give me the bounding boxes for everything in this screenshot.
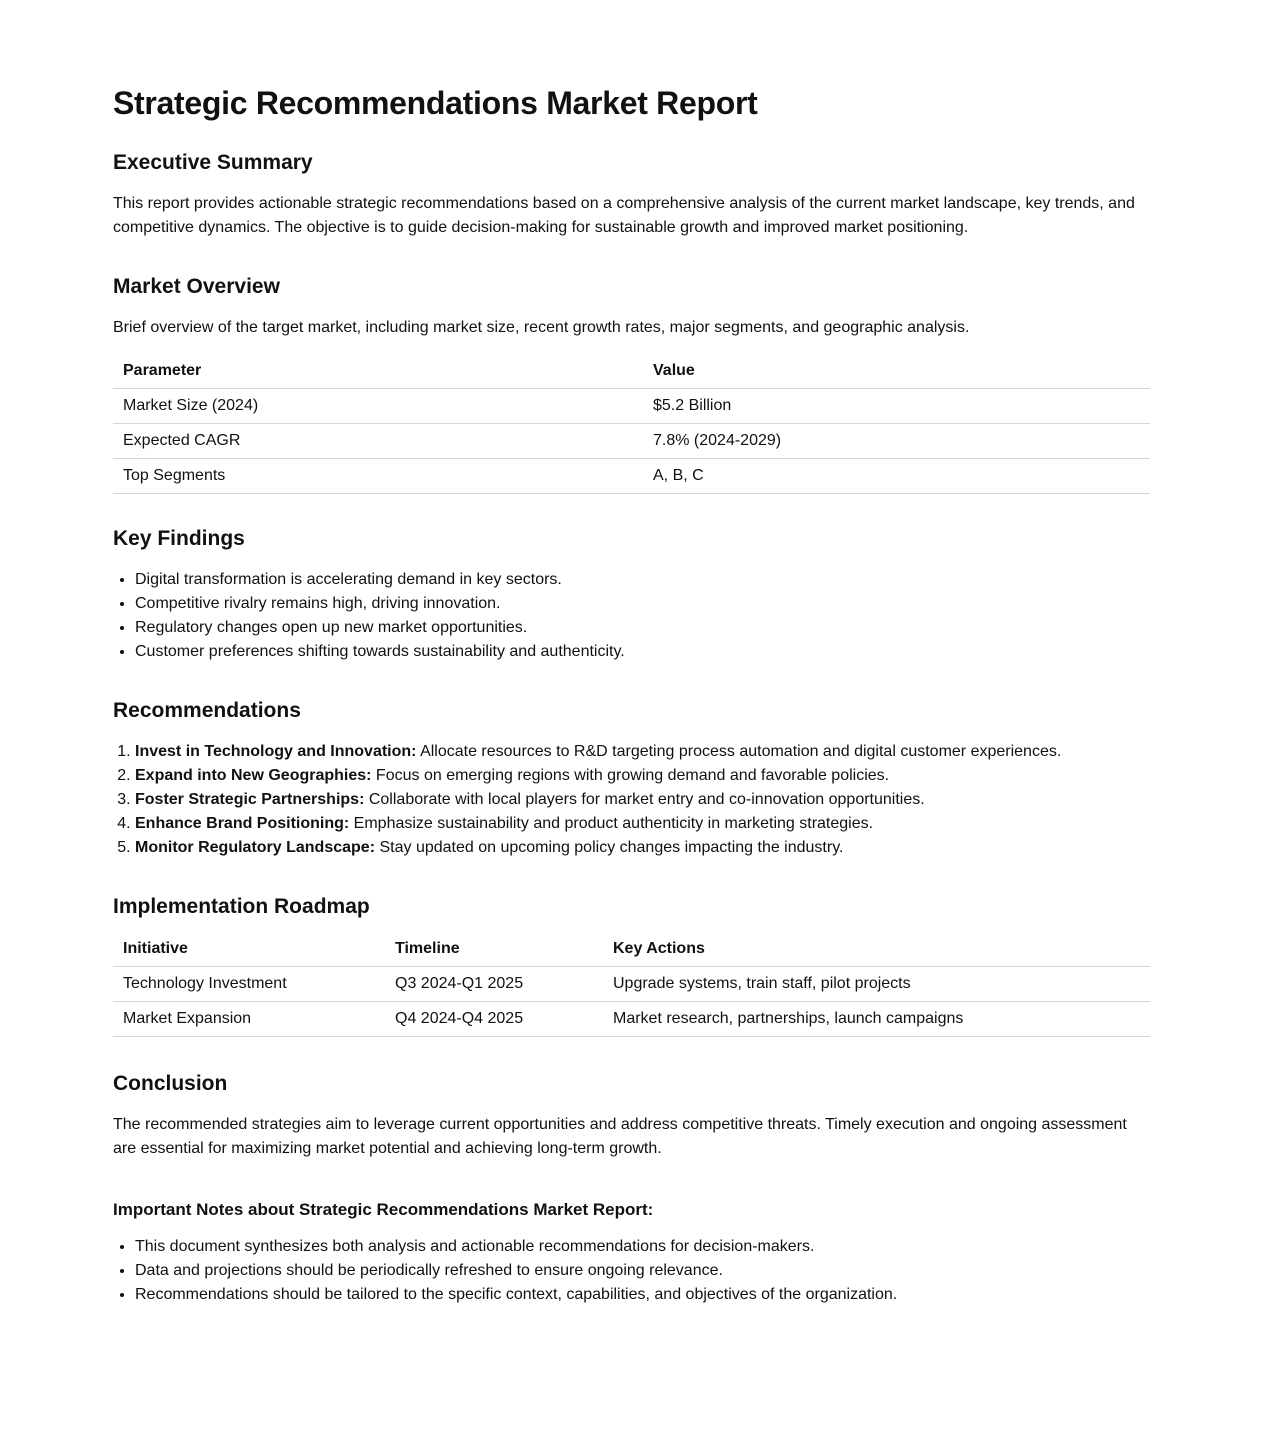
list-item: • Digital transformation is accelerating demand in key sectors. (135, 568, 1150, 592)
executive-summary-heading: Executive Summary (113, 151, 313, 174)
recommendation-text: Allocate resources to R&D targeting process automation and digital customer experiences. (416, 743, 1062, 760)
table-row (113, 459, 1150, 494)
important-notes-heading: Important Notes about Strategic Recommendations Market Report: (113, 1200, 654, 1219)
table-cell: Q4 2024-Q4 2025 (385, 1002, 603, 1037)
table-row (113, 389, 1150, 424)
conclusion-section (113, 1071, 1150, 1161)
list-item: • Competitive rivalry remains high, driving innovation. (135, 592, 1150, 616)
table-cell: Market Size (2024) (113, 389, 643, 424)
list-item: • This document synthesizes both analysis and actionable recommendations for decision-makers. (135, 1235, 1150, 1259)
table-cell: Technology Investment (113, 967, 385, 1002)
table-header-row (113, 932, 1150, 967)
roadmap-table (113, 932, 1150, 1037)
table-header-row (113, 354, 1150, 389)
column-header-parameter: Parameter (113, 354, 643, 389)
recommendations-heading: Recommendations (113, 699, 301, 722)
important-notes-section (113, 1199, 1150, 1307)
recommendations-section (113, 698, 1150, 860)
list-item (135, 812, 1150, 836)
list-item (135, 788, 1150, 812)
market-overview-section (113, 274, 1150, 494)
table-cell: Market research, partnerships, launch campaigns (603, 1002, 1150, 1037)
list-item (135, 764, 1150, 788)
table-cell: 7.8% (2024-2029) (643, 424, 1150, 459)
list-item (135, 740, 1150, 764)
important-notes-list (113, 1235, 1150, 1307)
recommendation-title: Invest in Technology and Innovation: (135, 743, 417, 760)
list-item: • Recommendations should be tailored to the specific context, capabilities, and objectives of the organization. (135, 1283, 1150, 1307)
recommendation-title: Enhance Brand Positioning: (135, 815, 350, 832)
column-header-value: Value (643, 354, 1150, 389)
table-row (113, 1002, 1150, 1037)
recommendation-title: Expand into New Geographies: (135, 767, 372, 784)
table-row (113, 424, 1150, 459)
market-overview-table (113, 354, 1150, 494)
list-item: • Regulatory changes open up new market opportunities. (135, 616, 1150, 640)
recommendation-text: Stay updated on upcoming policy changes impacting the industry. (375, 839, 844, 856)
recommendation-text: Focus on emerging regions with growing demand and favorable policies. (371, 767, 890, 784)
table-cell: A, B, C (643, 459, 1150, 494)
table-cell: $5.2 Billion (643, 389, 1150, 424)
recommendation-text: Collaborate with local players for market entry and co-innovation opportunities. (364, 791, 925, 808)
roadmap-heading: Implementation Roadmap (113, 895, 370, 918)
page-title: Strategic Recommendations Market Report (113, 85, 758, 121)
key-findings-heading: Key Findings (113, 527, 245, 550)
table-row (113, 967, 1150, 1002)
executive-summary-section (113, 150, 1150, 240)
roadmap-section (113, 894, 1150, 1037)
conclusion-heading: Conclusion (113, 1072, 228, 1095)
recommendation-title: Foster Strategic Partnerships: (135, 791, 365, 808)
conclusion-text: The recommended strategies aim to leverage current opportunities and address competitive threats. Timely execution and ongoing assessment are essential for maximizing market potential and achieving long-term growth. (113, 1116, 1127, 1157)
list-item (135, 836, 1150, 860)
market-overview-text: Brief overview of the target market, including market size, recent growth rates, major segments, and geographic analysis. (113, 319, 970, 336)
table-cell: Expected CAGR (113, 424, 643, 459)
column-header-key-actions: Key Actions (603, 932, 1150, 967)
report-page (113, 0, 1150, 1307)
executive-summary-text: This report provides actionable strategic recommendations based on a comprehensive analysis of the current market landscape, key trends, and competitive dynamics. The objective is to guide decision-making for sustainable growth and improved market positioning. (113, 195, 1135, 236)
recommendations-list (113, 740, 1150, 860)
table-cell: Market Expansion (113, 1002, 385, 1037)
table-cell: Top Segments (113, 459, 643, 494)
column-header-initiative: Initiative (113, 932, 385, 967)
recommendation-text: Emphasize sustainability and product authenticity in marketing strategies. (349, 815, 874, 832)
table-cell: Upgrade systems, train staff, pilot projects (603, 967, 1150, 1002)
recommendation-title: Monitor Regulatory Landscape: (135, 839, 376, 856)
list-item: • Data and projections should be periodically refreshed to ensure ongoing relevance. (135, 1259, 1150, 1283)
market-overview-heading: Market Overview (113, 275, 280, 298)
key-findings-section (113, 526, 1150, 664)
list-item: • Customer preferences shifting towards sustainability and authenticity. (135, 640, 1150, 664)
key-findings-list (113, 568, 1150, 664)
column-header-timeline: Timeline (385, 932, 603, 967)
table-cell: Q3 2024-Q1 2025 (385, 967, 603, 1002)
